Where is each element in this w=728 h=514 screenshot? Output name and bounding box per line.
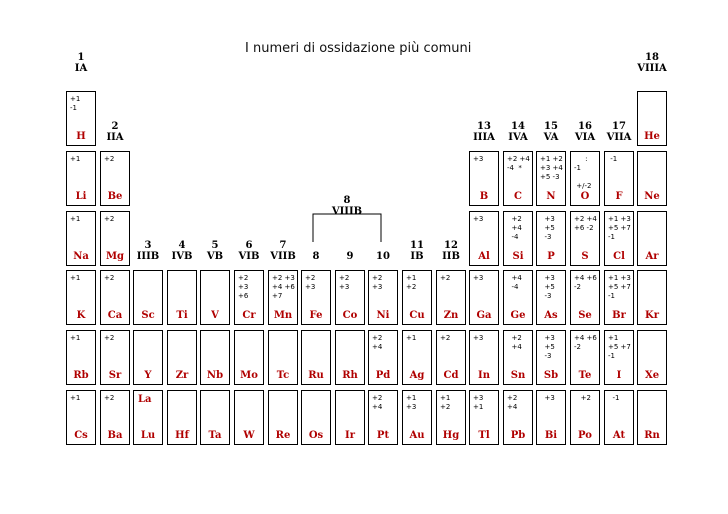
element-symbol: Rh [342, 370, 358, 381]
oxidation-states: +3 [473, 274, 484, 282]
element-cell-au [402, 390, 432, 445]
element-cell-ar [637, 211, 667, 266]
oxidation-states: +1 [70, 215, 81, 223]
group-number: 7 [279, 240, 287, 251]
element-symbol: Ga [476, 310, 492, 321]
element-cell-mn [268, 270, 298, 325]
element-symbol: Mg [105, 251, 125, 262]
element-cell-b [469, 151, 499, 206]
element-cell-ru [301, 330, 331, 385]
oxidation-states: +2 +4 [372, 394, 383, 411]
group-roman: IIIA [473, 132, 495, 143]
element-cell-os [301, 390, 331, 445]
element-cell-bi [536, 390, 566, 445]
element-cell-ba [100, 390, 130, 445]
element-cell-xe [637, 330, 667, 385]
oxidation-states: +2 +4 [511, 334, 522, 351]
element-symbol: Sc [141, 310, 155, 321]
element-cell-sn [503, 330, 533, 385]
element-symbol: Si [512, 251, 524, 262]
element-cell-al [469, 211, 499, 266]
element-symbol: I [616, 370, 622, 381]
element-symbol: Be [107, 191, 123, 202]
element-symbol: Ru [308, 370, 324, 381]
element-cell-tl [469, 390, 499, 445]
group-number: 11 [410, 240, 424, 251]
group-number: 14 [511, 121, 525, 132]
element-cell-po [570, 390, 600, 445]
oxidation-states: +3 [473, 334, 484, 342]
group-number: 16 [578, 121, 592, 132]
oxidation-states: +2 [574, 394, 591, 402]
element-cell-sc [133, 270, 163, 325]
element-symbol: Sr [108, 370, 122, 381]
oxidation-states: +1 +3 +5 +7 -1 [608, 215, 631, 241]
element-cell-fe [301, 270, 331, 325]
element-symbol: Ge [510, 310, 526, 321]
element-cell-tc [268, 330, 298, 385]
element-cell-p [536, 211, 566, 266]
group-number: 6 [245, 240, 253, 251]
element-symbol: Zr [175, 370, 189, 381]
group-number: 15 [544, 121, 558, 132]
oxidation-states: +2 [440, 334, 451, 342]
group-roman: VIIA [606, 132, 632, 143]
element-symbol: B [479, 191, 489, 202]
element-symbol: Pd [375, 370, 391, 381]
oxidation-states: +3 [473, 215, 484, 223]
element-symbol: N [546, 191, 556, 202]
group-label-8: 8 [312, 251, 320, 262]
element-symbol: Y [144, 370, 152, 381]
element-symbol: S [581, 251, 589, 262]
element-cell-na [66, 211, 96, 266]
element-symbol: Co [342, 310, 358, 321]
oxidation-states: +1 +3 +5 +7 -1 [608, 274, 631, 300]
element-cell-nb [200, 330, 230, 385]
element-symbol: At [612, 430, 626, 441]
group-label-2 [95, 121, 135, 143]
oxidation-states: +1 [70, 155, 81, 163]
group-roman: VIIIA [637, 63, 667, 74]
element-cell-li [66, 151, 96, 206]
element-cell-te [570, 330, 600, 385]
element-symbol: Bi [544, 430, 558, 441]
element-cell-y [133, 330, 163, 385]
oxidation-states: +3 +5 -3 [544, 274, 555, 300]
element-symbol: Nb [206, 370, 224, 381]
oxidation-states: +2 [440, 274, 451, 282]
element-cell-cu [402, 270, 432, 325]
oxidation-states: +2 [104, 394, 115, 402]
element-cell-s [570, 211, 600, 266]
oxidation-states: +1 +2 [406, 274, 417, 291]
oxidation-states: +2 +4 -4 * [507, 155, 530, 172]
element-cell-o [570, 151, 600, 206]
group-8-num: 8 [343, 195, 351, 206]
group-label-10: 10 [376, 251, 390, 262]
element-symbol: Ar [645, 251, 659, 262]
oxidation-states: +2 [104, 334, 115, 342]
oxidation-states: +4 +6 -2 [574, 274, 597, 291]
element-symbol: W [243, 430, 255, 441]
element-cell-k [66, 270, 96, 325]
element-symbol: Sb [543, 370, 559, 381]
group-roman: IVB [171, 251, 193, 262]
oxidation-states: +2 +4 +6 -2 [574, 215, 597, 232]
element-symbol: Ba [107, 430, 123, 441]
element-cell-mg [100, 211, 130, 266]
element-symbol: Rb [73, 370, 89, 381]
element-symbol: Ir [345, 430, 355, 441]
oxidation-states: +2 +3 +6 [238, 274, 249, 300]
element-cell-ir [335, 390, 365, 445]
element-symbol: Mn [273, 310, 293, 321]
element-cell-hf [167, 390, 197, 445]
oxidation-states: -1 [608, 155, 618, 163]
element-symbol: Po [578, 430, 592, 441]
element-cell-at [604, 390, 634, 445]
oxidation-states: +3 [473, 155, 484, 163]
element-cell-rh [335, 330, 365, 385]
oxidation-states: +1 +2 +3 +4 +5 -3 [540, 155, 563, 181]
oxidation-states: +1 [70, 394, 81, 402]
lanthanum-label: La [138, 394, 152, 405]
element-cell-n [536, 151, 566, 206]
element-cell-c [503, 151, 533, 206]
element-symbol: Cr [242, 310, 256, 321]
element-cell-ga [469, 270, 499, 325]
group-8-roman: VIIIB [331, 206, 363, 217]
group-roman: IIIB [136, 251, 160, 262]
group-number: 17 [612, 121, 626, 132]
oxidation-states: +2 +4 [507, 394, 518, 411]
oxidation-states: +2 +4 [372, 334, 383, 351]
element-cell-mo [234, 330, 264, 385]
group-roman: IB [410, 251, 424, 262]
group-number: 5 [211, 240, 219, 251]
element-cell-h [66, 91, 96, 146]
element-cell-rn [637, 390, 667, 445]
group-number: 12 [444, 240, 458, 251]
group-number: 18 [645, 52, 659, 63]
group-roman: IIA [106, 132, 124, 143]
element-symbol: Ag [409, 370, 425, 381]
element-symbol: Xe [644, 370, 660, 381]
group-label-18 [632, 52, 672, 74]
element-symbol: Au [409, 430, 425, 441]
oxidation-states: +2 +4 -4 [511, 215, 522, 241]
element-cell-zn [436, 270, 466, 325]
element-symbol: Ti [176, 310, 188, 321]
element-symbol: Br [612, 310, 626, 321]
group-roman: VB [206, 251, 224, 262]
element-cell-se [570, 270, 600, 325]
element-symbol: Mo [240, 370, 258, 381]
element-cell-co [335, 270, 365, 325]
element-symbol: Ni [376, 310, 390, 321]
element-cell-cs [66, 390, 96, 445]
group-label-17 [599, 121, 639, 143]
oxidation-states: +1 +5 +7 -1 [608, 334, 631, 360]
element-symbol: P [547, 251, 555, 262]
element-cell-sb [536, 330, 566, 385]
group-roman: VIA [574, 132, 596, 143]
element-cell-as [536, 270, 566, 325]
element-cell-ag [402, 330, 432, 385]
element-cell-rb [66, 330, 96, 385]
element-symbol: Tl [478, 430, 490, 441]
group-number: 1 [77, 52, 85, 63]
group-roman: VIIB [270, 251, 296, 262]
oxidation-states: +2 +3 [339, 274, 350, 291]
element-cell-lu [133, 390, 163, 445]
element-cell-in [469, 330, 499, 385]
element-symbol: Kr [645, 310, 659, 321]
element-cell-he [637, 91, 667, 146]
element-cell-w [234, 390, 264, 445]
element-symbol: Hg [442, 430, 460, 441]
element-cell-ge [503, 270, 533, 325]
element-symbol: H [76, 131, 86, 142]
element-symbol: Te [578, 370, 592, 381]
oxidation-states: -1 [608, 394, 620, 402]
element-symbol: Re [275, 430, 291, 441]
element-symbol: Ca [107, 310, 123, 321]
element-cell-pb [503, 390, 533, 445]
oxidation-states: +2 [104, 155, 115, 163]
element-cell-re [268, 390, 298, 445]
oxidation-states: +3 +5 -3 [544, 334, 555, 360]
oxidation-states: +2 [104, 274, 115, 282]
element-symbol: Cs [74, 430, 88, 441]
element-symbol: Li [75, 191, 87, 202]
element-cell-ca [100, 270, 130, 325]
element-symbol: Ta [208, 430, 222, 441]
element-cell-kr [637, 270, 667, 325]
element-symbol: Cl [613, 251, 625, 262]
group-number: 3 [144, 240, 152, 251]
oxidation-states: +1 -1 [70, 95, 81, 112]
element-cell-cd [436, 330, 466, 385]
element-symbol: Pb [510, 430, 526, 441]
element-symbol: Se [578, 310, 592, 321]
page-title: I numeri di ossidazione più comuni [245, 41, 472, 56]
element-symbol: Tc [276, 370, 290, 381]
element-symbol: Fe [309, 310, 323, 321]
element-cell-ti [167, 270, 197, 325]
element-symbol: Hf [175, 430, 189, 441]
oxidation-states: +1 [70, 334, 81, 342]
element-symbol: Cu [409, 310, 425, 321]
element-cell-pd [368, 330, 398, 385]
element-symbol: O [580, 191, 590, 202]
oxidation-states: +2 +3 [305, 274, 316, 291]
oxidation-states: +1 +2 [440, 394, 451, 411]
element-symbol: Os [308, 430, 324, 441]
oxidation-states: +3 +5 -3 [544, 215, 555, 241]
group-number: 2 [111, 121, 119, 132]
group-roman: VIB [238, 251, 260, 262]
element-symbol: V [211, 310, 219, 321]
oxidation-states: : -1 +/-2 [574, 155, 592, 190]
group-roman: IA [74, 63, 88, 74]
element-symbol: Rn [644, 430, 660, 441]
oxidation-states: +4 +6 -2 [574, 334, 597, 351]
group-roman: IIB [442, 251, 460, 262]
element-cell-cr [234, 270, 264, 325]
group-label-9: 9 [346, 251, 354, 262]
group-number: 13 [477, 121, 491, 132]
element-symbol: Ne [644, 191, 660, 202]
group-number: 4 [178, 240, 186, 251]
element-cell-be [100, 151, 130, 206]
element-cell-br [604, 270, 634, 325]
element-cell-ni [368, 270, 398, 325]
element-symbol: Lu [140, 430, 156, 441]
oxidation-states: +3 [540, 394, 555, 402]
element-symbol: As [544, 310, 558, 321]
element-cell-hg [436, 390, 466, 445]
element-symbol: K [76, 310, 86, 321]
element-symbol: In [478, 370, 490, 381]
element-cell-i [604, 330, 634, 385]
element-symbol: Zn [443, 310, 459, 321]
group-label-12 [431, 240, 471, 262]
element-cell-sr [100, 330, 130, 385]
element-cell-ta [200, 390, 230, 445]
element-symbol: Na [73, 251, 89, 262]
element-cell-si [503, 211, 533, 266]
oxidation-states: +1 +3 [406, 394, 417, 411]
oxidation-states: +3 +1 [473, 394, 484, 411]
oxidation-states: +4 -4 [511, 274, 522, 291]
group-8-label [327, 195, 367, 217]
group-label-1 [61, 52, 101, 74]
element-symbol: Cd [443, 370, 459, 381]
element-symbol: C [514, 191, 522, 202]
element-symbol: Al [478, 251, 490, 262]
element-cell-zr [167, 330, 197, 385]
oxidation-states: +1 [406, 334, 417, 342]
element-cell-pt [368, 390, 398, 445]
oxidation-states: +1 [70, 274, 81, 282]
element-symbol: Sn [510, 370, 526, 381]
group-roman: IVA [508, 132, 528, 143]
element-cell-f [604, 151, 634, 206]
element-cell-cl [604, 211, 634, 266]
element-symbol: He [644, 131, 660, 142]
oxidation-states: +2 +3 [372, 274, 383, 291]
element-symbol: Pt [376, 430, 390, 441]
oxidation-states: +2 +3 +4 +6 +7 [272, 274, 295, 300]
element-cell-ne [637, 151, 667, 206]
element-cell-v [200, 270, 230, 325]
oxidation-states: +2 [104, 215, 115, 223]
group-roman: VA [543, 132, 559, 143]
element-symbol: F [615, 191, 623, 202]
